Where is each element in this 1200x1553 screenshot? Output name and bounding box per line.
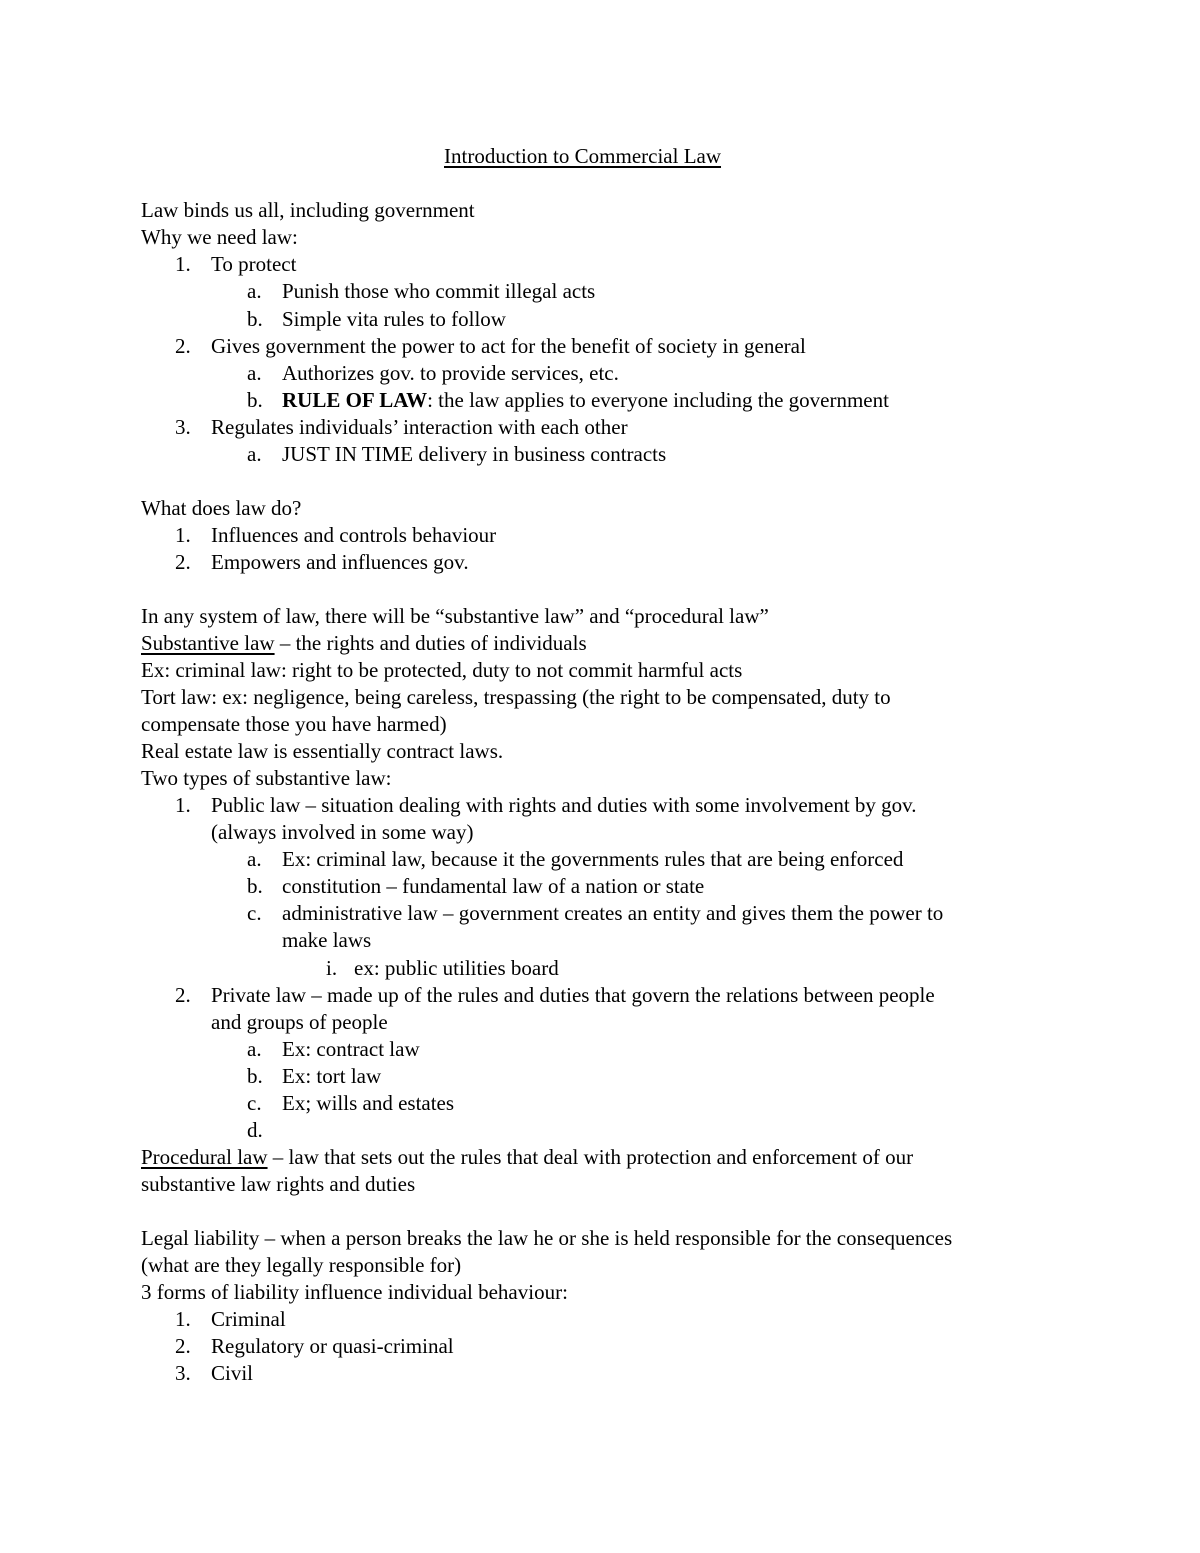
paragraph-line: Two types of substantive law: [141,766,392,790]
list-item: Ex; wills and estates [282,1091,455,1115]
list-item: Regulates individuals’ interaction with each other [211,415,628,439]
paragraph-line: Ex: criminal law: right to be protected, duty to not commit harmful acts [141,658,743,682]
list-item: Ex: tort law [282,1064,382,1088]
list-item: Punish those who commit illegal acts [282,279,596,303]
list-item: Private law – made up of the rules and duties that govern the relations between people [211,983,935,1007]
list-item: constitution – fundamental law of a nation or state [282,874,705,898]
paragraph-line: In any system of law, there will be “substantive law” and “procedural law” [141,604,769,628]
paragraph-line: Legal liability – when a person breaks the law he or she is held responsible for the consequences [141,1226,953,1250]
list-item: Civil [211,1361,254,1385]
list-letter: a. [247,279,262,303]
list-letter: d. [247,1118,263,1142]
list-number: 3. [175,415,191,439]
list-item: Ex: criminal law, because it the governments rules that are being enforced [282,847,904,871]
list-number: 1. [175,523,191,547]
procedural-law-term: Procedural law [141,1145,268,1169]
intro-question: Why we need law: [141,225,298,249]
substantive-law-definition [141,630,587,657]
list-item: Public law – situation dealing with rights and duties with some involvement by gov. [211,793,917,817]
list-letter: a. [247,847,262,871]
list-letter: b. [247,1064,263,1088]
rule-of-law-term: RULE OF LAW [282,388,428,412]
list-number: 3. [175,1361,191,1385]
list-item: Criminal [211,1307,286,1331]
list-item: Empowers and influences gov. [211,550,469,574]
list-letter: a. [247,442,262,466]
list-number: 2. [175,550,191,574]
list-number: 2. [175,983,191,1007]
procedural-law-definition [141,1144,913,1171]
list-letter: b. [247,388,263,412]
definition-text: – law that sets out the rules that deal with protection and enforcement of our [267,1145,914,1169]
section-heading: What does law do? [141,496,302,520]
list-item: Authorizes gov. to provide services, etc. [282,361,619,385]
list-number: 1. [175,252,191,276]
list-item: Simple vita rules to follow [282,307,506,331]
substantive-law-term: Substantive law [141,631,275,655]
intro-line: Law binds us all, including government [141,198,475,222]
list-letter: c. [247,901,262,925]
list-item: ex: public utilities board [354,956,559,980]
list-letter: b. [247,874,263,898]
list-roman: i. [326,956,338,980]
paragraph-line: Tort law: ex: negligence, being careless, trespassing (the right to be compensated, duty to [141,685,891,709]
list-number: 2. [175,1334,191,1358]
paragraph-line: compensate those you have harmed) [141,712,447,736]
list-item-rule-of-law [282,387,889,414]
list-letter: c. [247,1091,262,1115]
list-number: 1. [175,1307,191,1331]
list-letter: b. [247,307,263,331]
list-letter: a. [247,1037,262,1061]
list-number: 1. [175,793,191,817]
list-item: Gives government the power to act for the benefit of society in general [211,334,806,358]
list-number: 2. [175,334,191,358]
list-item: Influences and controls behaviour [211,523,497,547]
definition-text: – the rights and duties of individuals [274,631,587,655]
paragraph-line: 3 forms of liability influence individual behaviour: [141,1280,568,1304]
list-item: Ex: contract law [282,1037,420,1061]
page-title: Introduction to Commercial Law [444,144,722,168]
list-item-continued: make laws [282,928,372,952]
list-item: Regulatory or quasi-criminal [211,1334,454,1358]
rule-of-law-definition: : the law applies to everyone including the government [427,388,889,412]
paragraph-line: substantive law rights and duties [141,1172,416,1196]
paragraph-line: Real estate law is essentially contract laws. [141,739,504,763]
list-item-continued: and groups of people [211,1010,388,1034]
paragraph-line: (what are they legally responsible for) [141,1253,462,1277]
list-item: To protect [211,252,297,276]
list-item: JUST IN TIME delivery in business contracts [282,442,667,466]
list-letter: a. [247,361,262,385]
list-item: administrative law – government creates an entity and gives them the power to [282,901,944,925]
list-item-continued: (always involved in some way) [211,820,474,844]
